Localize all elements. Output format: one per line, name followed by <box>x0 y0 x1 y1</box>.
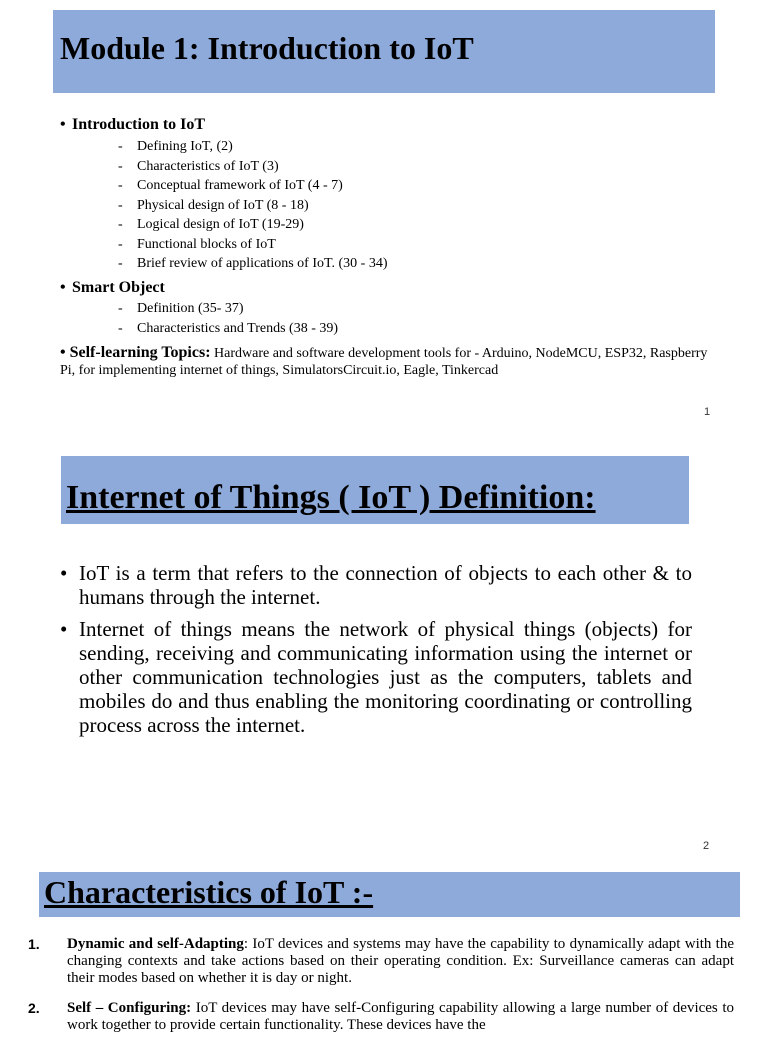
section-intro-items <box>118 137 388 274</box>
item-text: IoT devices may have self-Configuring capability allowing a large number of devices to work together to provide certain functionality. These devices have the <box>67 1000 734 1033</box>
list-item: - Defining IoT, (2) <box>118 139 233 154</box>
list-item: - Definition (35- 37) <box>118 301 244 316</box>
list-item: - Brief review of applications of IoT. (30 - 34) <box>118 256 388 271</box>
item-label: Dynamic and self-Adapting <box>67 936 244 952</box>
characteristics-list <box>28 936 734 1047</box>
list-item: - Functional blocks of IoT <box>118 236 276 252</box>
slide-3-title: Characteristics of IoT :- <box>44 874 374 910</box>
section-heading-smart-object: • Smart Object <box>60 279 165 296</box>
slide-3 <box>0 860 768 1033</box>
item-label: Self – Configuring: <box>67 1000 192 1016</box>
slide-2 <box>0 430 768 860</box>
definition-bullets <box>60 561 692 745</box>
list-item: • Internet of things means the network of physical things (objects) for sending, receiving and communicating information using the internet or other communication technologies just as the computers, tablets and mobiles do and thus enabling the monitoring coordinating or controlling process across the internet. <box>60 617 692 737</box>
list-item: - Physical design of IoT (8 - 18) <box>118 197 309 213</box>
list-item: - Characteristics and Trends (38 - 39) <box>118 320 339 336</box>
item-number: 2. <box>28 1000 40 1016</box>
self-learning-label: Self-learning Topics: <box>69 344 211 361</box>
list-item <box>28 936 734 987</box>
section-heading-intro: • Introduction to IoT <box>60 116 206 133</box>
item-number: 1. <box>28 936 40 952</box>
list-item: - Characteristics of IoT (3) <box>118 158 279 174</box>
list-item <box>28 1000 734 1034</box>
bullet-dot: • <box>60 617 68 641</box>
list-item: • IoT is a term that refers to the connection of objects to each other & to humans through the internet. <box>60 561 692 609</box>
bullet-dot: • <box>60 116 66 133</box>
list-item: - Logical design of IoT (19-29) <box>118 217 304 232</box>
slide-2-title: Internet of Things ( IoT ) Definition: <box>66 479 596 516</box>
slide-1 <box>0 0 768 430</box>
bullet-dot: • <box>60 561 68 585</box>
bullet-dot: • <box>60 279 66 296</box>
item-text: : IoT devices and systems may have the capability to dynamically adapt with the changing contexts and take actions based on their operating condition. Ex: Surveillance cameras can adapt their modes based on whether it is day or night. <box>67 936 735 986</box>
page-number: 1 <box>704 406 711 418</box>
self-learning-topics: • Self-learning Topics: Hardware and software development tools for - Arduino, NodeMCU, ESP32, Raspberry Pi, for implementing internet of things, SimulatorsCircuit.io, Eagle, Tinkercad <box>60 344 708 378</box>
page-number: 2 <box>703 840 710 852</box>
self-learning-text: Hardware and software development tools for - Arduino, NodeMCU, ESP32, Raspberry Pi, for implementing internet of things, SimulatorsCircuit.io, Eagle, Tinkercad <box>60 346 708 378</box>
slide-1-title: Module 1: Introduction to IoT <box>60 30 474 66</box>
list-item: - Conceptual framework of IoT (4 - 7) <box>118 178 343 193</box>
section-smart-object-items <box>118 299 338 338</box>
